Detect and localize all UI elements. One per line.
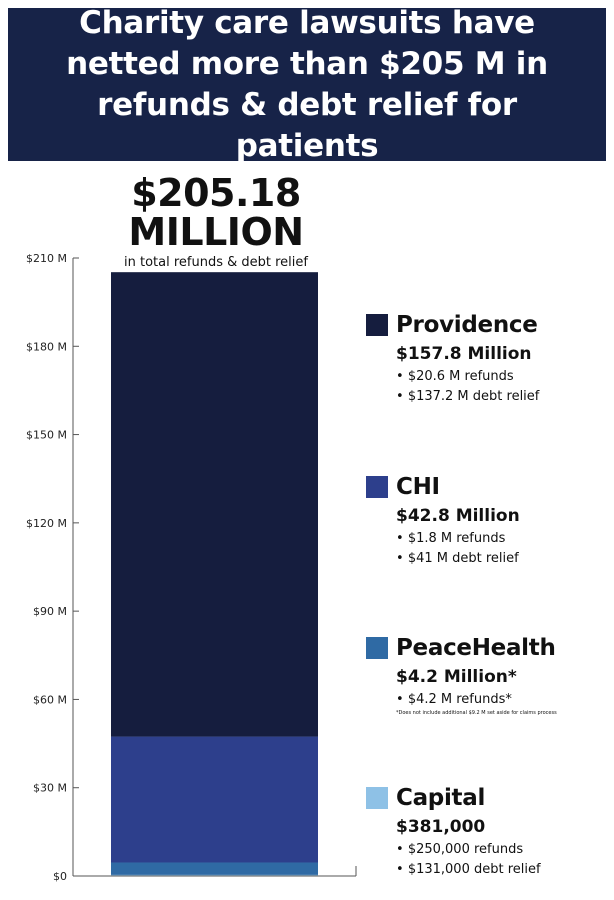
total-amount: $205.18 <box>131 171 301 215</box>
y-tick-label: $150 M <box>26 428 67 442</box>
y-tick-label: $30 M <box>33 781 67 795</box>
legend-value: $381,000 <box>396 817 486 837</box>
legend-detail: • $1.8 M refunds <box>396 529 520 549</box>
legend-entry-capital <box>366 783 541 880</box>
legend-entry-peacehealth <box>366 633 557 717</box>
legend-entry-providence <box>366 310 539 407</box>
chart-title: Charity care lawsuits have netted more than $205 M in refunds & debt relief for patients <box>66 4 548 164</box>
total-caption: in total refunds & debt relief <box>124 255 308 270</box>
legend-details <box>396 690 557 710</box>
legend-footnote: *Does not include additional $9.2 M set aside for claims process <box>396 710 557 716</box>
y-tick-label: $90 M <box>33 605 67 619</box>
y-tick-label: $120 M <box>26 516 67 530</box>
legend-detail: • $41 M debt relief <box>396 549 520 569</box>
legend-detail: • $137.2 M debt relief <box>396 387 539 407</box>
legend-detail: • $4.2 M refunds* <box>396 690 557 710</box>
y-tick-label: $180 M <box>26 340 67 354</box>
legend-details <box>396 840 541 880</box>
legend-value: $42.8 Million <box>396 506 520 526</box>
bar-segment-chi <box>111 737 318 863</box>
legend-value: $4.2 Million* <box>396 667 517 687</box>
legend-detail: • $20.6 M refunds <box>396 367 539 387</box>
legend-value: $157.8 Million <box>396 344 532 364</box>
y-tick-label: $0 <box>53 870 67 883</box>
legend-details <box>396 367 539 407</box>
total-unit: MILLION <box>128 210 304 254</box>
bar-segment-providence <box>111 272 318 736</box>
legend-detail: • $131,000 debt relief <box>396 860 541 880</box>
y-tick-label: $60 M <box>33 693 67 707</box>
legend-swatch-chi <box>366 476 388 498</box>
legend-details <box>396 529 520 569</box>
legend-entry-chi <box>366 472 520 569</box>
legend-swatch-capital <box>366 787 388 809</box>
legend-name: PeaceHealth <box>396 635 556 661</box>
legend-name: CHI <box>396 474 440 500</box>
legend-name: Capital <box>396 785 486 811</box>
bar-segment-peacehealth <box>111 863 318 875</box>
y-tick-label: $210 M <box>26 252 67 265</box>
legend-swatch-peacehealth <box>366 637 388 659</box>
legend-swatch-providence <box>366 314 388 336</box>
legend-detail: • $250,000 refunds <box>396 840 541 860</box>
legend-name: Providence <box>396 312 538 338</box>
total-callout <box>90 171 342 272</box>
